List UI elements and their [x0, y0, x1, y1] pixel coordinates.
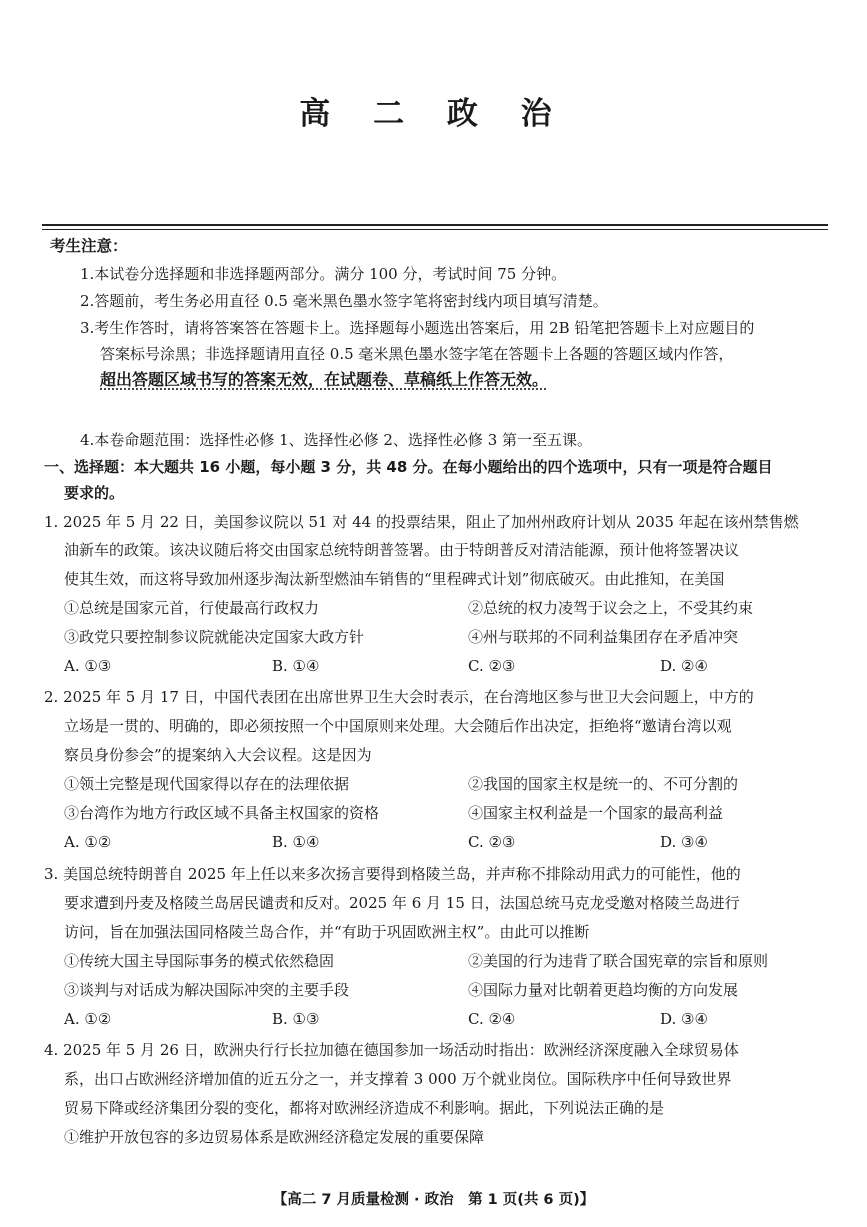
choice-d[interactable]: D. ②④	[660, 657, 708, 675]
notice-item-3: 3.考生作答时，请将答案答在答题卡上。选择题每小题选出答案后，用 2B 铅笔把答题卡上对应题目的	[80, 319, 755, 337]
question-2-line3: 察员身份参会”的提案纳入大会议程。这是因为	[64, 746, 372, 764]
notice-item-3-cont: 答案标号涂黑；非选择题请用直径 0.5 毫米黑色墨水签字笔在答题卡上各题的答题区域内作答，	[100, 345, 734, 363]
statement: ③政党只要控制参议院就能决定国家大政方针	[64, 628, 365, 646]
statement: ①传统大国主导国际事务的模式依然稳固	[64, 952, 335, 970]
question-3-line2: 要求遭到丹麦及格陵兰岛居民谴责和反对。2025 年 6 月 15 日，法国总统马克龙受邀对格陵兰岛进行	[64, 894, 740, 912]
question-4-line2: 系，出口占欧洲经济增加值的近五分之一，并支撑着 3 000 万个就业岗位。国际秩序中任何导致世界	[64, 1070, 732, 1088]
notice-heading: 考生注意：	[50, 237, 128, 255]
choice-c[interactable]: C. ②③	[468, 833, 516, 851]
question-2-line1: 2. 2025 年 5 月 17 日，中国代表团在出席世界卫生大会时表示，在台湾地区参与世卫大会问题上，中方的	[44, 688, 754, 706]
header-rule-thick	[42, 224, 828, 226]
choice-a[interactable]: A. ①③	[64, 657, 112, 675]
section-heading-line2: 要求的。	[64, 484, 125, 502]
statement: ③谈判与对话成为解决国际冲突的主要手段	[64, 981, 350, 999]
statement: ②总统的权力凌驾于议会之上，不受其约束	[468, 599, 754, 617]
statement: ④国际力量对比朝着更趋均衡的方向发展	[468, 981, 739, 999]
question-1-line2: 油新车的政策。该决议随后将交由国家总统特朗普签署。由于特朗普反对清洁能源，预计他将签署决议	[64, 541, 740, 559]
statement: ④国家主权利益是一个国家的最高利益	[468, 804, 724, 822]
choice-a[interactable]: A. ①②	[64, 1010, 112, 1028]
statement: ②美国的行为违背了联合国宪章的宗旨和原则	[468, 952, 769, 970]
statement: ②我国的国家主权是统一的、不可分割的	[468, 775, 739, 793]
notice-item-2: 2.答题前，考生务必用直径 0.5 毫米黑色墨水签字笔将密封线内项目填写清楚。	[80, 292, 608, 310]
header-rule-thin	[42, 229, 828, 230]
notice-item-1: 1.本试卷分选择题和非选择题两部分。满分 100 分，考试时间 75 分钟。	[80, 265, 567, 283]
choice-b[interactable]: B. ①③	[272, 1010, 320, 1028]
choice-c[interactable]: C. ②④	[468, 1010, 516, 1028]
question-1-line1: 1. 2025 年 5 月 22 日，美国参议院以 51 对 44 的投票结果，阻止了加州州政府计划从 2035 年起在该州禁售燃	[44, 513, 799, 531]
page-footer: 【高二 7 月质量检测 · 政治 第 1 页(共 6 页)】	[272, 1192, 595, 1208]
choice-d[interactable]: D. ③④	[660, 1010, 708, 1028]
question-2-line2: 立场是一贯的、明确的，即必须按照一个中国原则来处理。大会随后作出决定，拒绝将“邀请台湾以观	[64, 717, 732, 735]
statement: ①维护开放包容的多边贸易体系是欧洲经济稳定发展的重要保障	[64, 1128, 485, 1146]
choice-d[interactable]: D. ③④	[660, 833, 708, 851]
question-4-line3: 贸易下降或经济集团分裂的变化，都将对欧洲经济造成不利影响。据此，下列说法正确的是	[64, 1099, 665, 1117]
notice-item-3-emphasis: 超出答题区域书写的答案无效，在试题卷、草稿纸上作答无效。	[100, 370, 549, 389]
choice-c[interactable]: C. ②③	[468, 657, 516, 675]
choice-b[interactable]: B. ①④	[272, 657, 320, 675]
notice-item-4: 4.本卷命题范围：选择性必修 1、选择性必修 2、选择性必修 3 第一至五课。	[80, 431, 593, 449]
question-1-line3: 使其生效，而这将导致加州逐步淘汰新型燃油车销售的“里程碑式计划”彻底破灭。由此推知，在美国	[64, 570, 725, 588]
statement: ①领土完整是现代国家得以存在的法理依据	[64, 775, 350, 793]
statement: ④州与联邦的不同利益集团存在矛盾冲突	[468, 628, 739, 646]
choice-b[interactable]: B. ①④	[272, 833, 320, 851]
choice-a[interactable]: A. ①②	[64, 833, 112, 851]
statement: ③台湾作为地方行政区域不具备主权国家的资格	[64, 804, 380, 822]
section-heading-line1: 一、选择题：本大题共 16 小题，每小题 3 分，共 48 分。在每小题给出的四个选项中，只有一项是符合题目	[44, 458, 773, 476]
statement: ①总统是国家元首，行使最高行政权力	[64, 599, 320, 617]
page-title: 高 二 政 治	[299, 96, 568, 132]
question-3-line3: 访问，旨在加强法国同格陵兰岛合作，并“有助于巩固欧洲主权”。由此可以推断	[64, 923, 590, 941]
question-3-line1: 3. 美国总统特朗普自 2025 年上任以来多次扬言要得到格陵兰岛，并声称不排除动用武力的可能性，他的	[44, 865, 741, 883]
question-4-line1: 4. 2025 年 5 月 26 日，欧洲央行行长拉加德在德国参加一场活动时指出：欧洲经济深度融入全球贸易体	[44, 1041, 739, 1059]
